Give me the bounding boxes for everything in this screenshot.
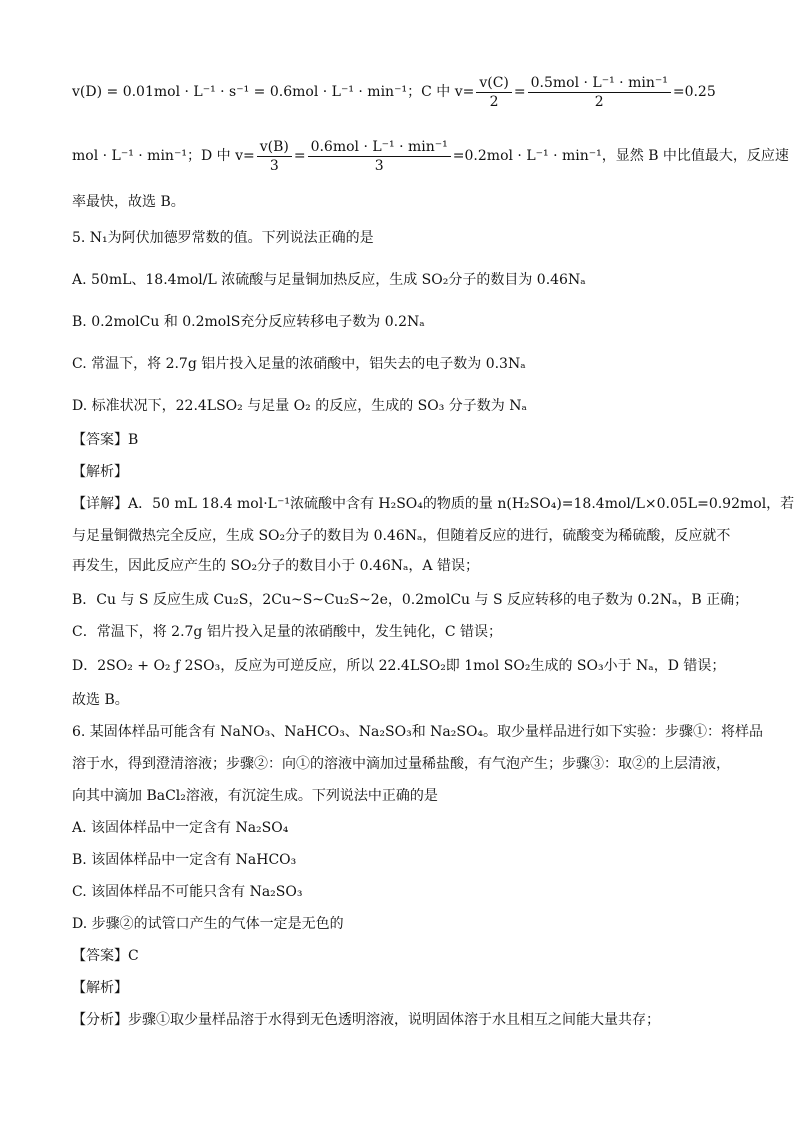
question-6-stem: 向其中滴加 BaCl₂溶液，有沉淀生成。下列说法中正确的是 <box>72 788 438 804</box>
fraction: $\frac{v(B)}{3}$ <box>257 138 292 175</box>
fraction: $\frac{v(C)}{2}$ <box>476 74 512 111</box>
q5-detail-line: C．常温下，将 2.7g 铝片投入足量的浓硝酸中，发生钝化，C 错误； <box>72 624 502 640</box>
question-6-stem: 6. 某固体样品可能含有 NaNO₃、NaHCO₃、Na₂SO₃和 Na₂SO₄。取少量样品进行如下实验：步骤①：将样品 <box>72 724 764 740</box>
q6-option-c: C. 该固体样品不可能只含有 Na₂SO₃ <box>72 884 303 900</box>
fraction: $\frac{\text{0.5mol · L⁻¹ · min⁻¹}}{2}$ <box>528 74 671 111</box>
fraction: $\frac{\text{0.6mol · L⁻¹ · min⁻¹}}{3}$ <box>308 138 451 175</box>
q5-option-a: A. 50mL、18.4mol/L 浓硫酸与足量铜加热反应，生成 SO₂分子的数目为 0.46Nₐ <box>72 272 586 288</box>
text-line: 率最快，故选 B。 <box>72 194 185 210</box>
q5-answer: 【答案】B <box>72 432 139 448</box>
formula-text: mol · L⁻¹ · min⁻¹；D 中 v= <box>72 148 255 164</box>
q5-analysis-heading: 【解析】 <box>72 464 128 480</box>
formula-line-1: v(D) = 0.01mol · L⁻¹ · s⁻¹ = 0.6mol · L⁻¹ · min⁻¹；C 中 v= $\frac{v(C)}{2}$ = $\frac{\text{0.5mol · L⁻¹ · min⁻¹}}{2}$ =0.25 <box>72 74 716 110</box>
q6-answer: 【答案】C <box>72 948 139 964</box>
formula-line-2: mol · L⁻¹ · min⁻¹；D 中 v= $\frac{v(B)}{3}$ = $\frac{\text{0.6mol · L⁻¹ · min⁻¹}}{3}$ =0.2mol · L⁻¹ · min⁻¹，显然 B 中比值最大，反应速 <box>72 138 789 174</box>
q5-detail-line: 再发生，因此反应产生的 SO₂分子的数目小于 0.46Nₐ，A 错误； <box>72 558 479 574</box>
q6-analysis-line: 【分析】步骤①取少量样品溶于水得到无色透明溶液，说明固体溶于水且相互之间能大量共存； <box>72 1012 660 1028</box>
question-5-stem: 5. N₁为阿伏加德罗常数的值。下列说法正确的是 <box>72 230 374 246</box>
question-6-stem: 溶于水，得到澄清溶液；步骤②：向①的溶液中滴加过量稀盐酸，有气泡产生；步骤③：取②的上层清液， <box>72 756 730 772</box>
q6-option-b: B. 该固体样品中一定含有 NaHCO₃ <box>72 852 297 868</box>
formula-text: v(D) = 0.01mol · L⁻¹ · s⁻¹ = 0.6mol · L⁻¹ · min⁻¹；C 中 v= <box>72 84 475 100</box>
q5-detail-line: 【详解】A．50 mL 18.4 mol·L⁻¹浓硫酸中含有 H₂SO₄的物质的量 n(H₂SO₄)=18.4mol/L×0.05L=0.92mol，若 <box>72 496 794 512</box>
q5-detail-line: B．Cu 与 S 反应生成 Cu₂S，2Cu~S~Cu₂S~2e，0.2molCu 与 S 反应转移的电子数为 0.2Nₐ，B 正确； <box>72 592 749 608</box>
q5-option-b: B. 0.2molCu 和 0.2molS充分反应转移电子数为 0.2Nₐ <box>72 314 425 330</box>
q5-option-c: C. 常温下，将 2.7g 铝片投入足量的浓硝酸中，铝失去的电子数为 0.3Nₐ <box>72 356 526 372</box>
q5-detail-line: D．2SO₂ + O₂ ƒ 2SO₃，反应为可逆反应，所以 22.4LSO₂即 1mol SO₂生成的 SO₃小于 Nₐ，D 错误； <box>72 658 726 674</box>
q6-option-d: D. 步骤②的试管口产生的气体一定是无色的 <box>72 916 344 932</box>
q6-option-a: A. 该固体样品中一定含有 Na₂SO₄ <box>72 820 289 836</box>
q5-option-d: D. 标准状况下，22.4LSO₂ 与足量 O₂ 的反应，生成的 SO₃ 分子数为 Nₐ <box>72 398 527 414</box>
q5-detail-line: 故选 B。 <box>72 692 129 708</box>
q6-analysis-heading: 【解析】 <box>72 980 128 996</box>
q5-detail-line: 与足量铜微热完全反应，生成 SO₂分子的数目为 0.46Nₐ，但随着反应的进行，硫酸变为稀硫酸，反应就不 <box>72 528 731 544</box>
